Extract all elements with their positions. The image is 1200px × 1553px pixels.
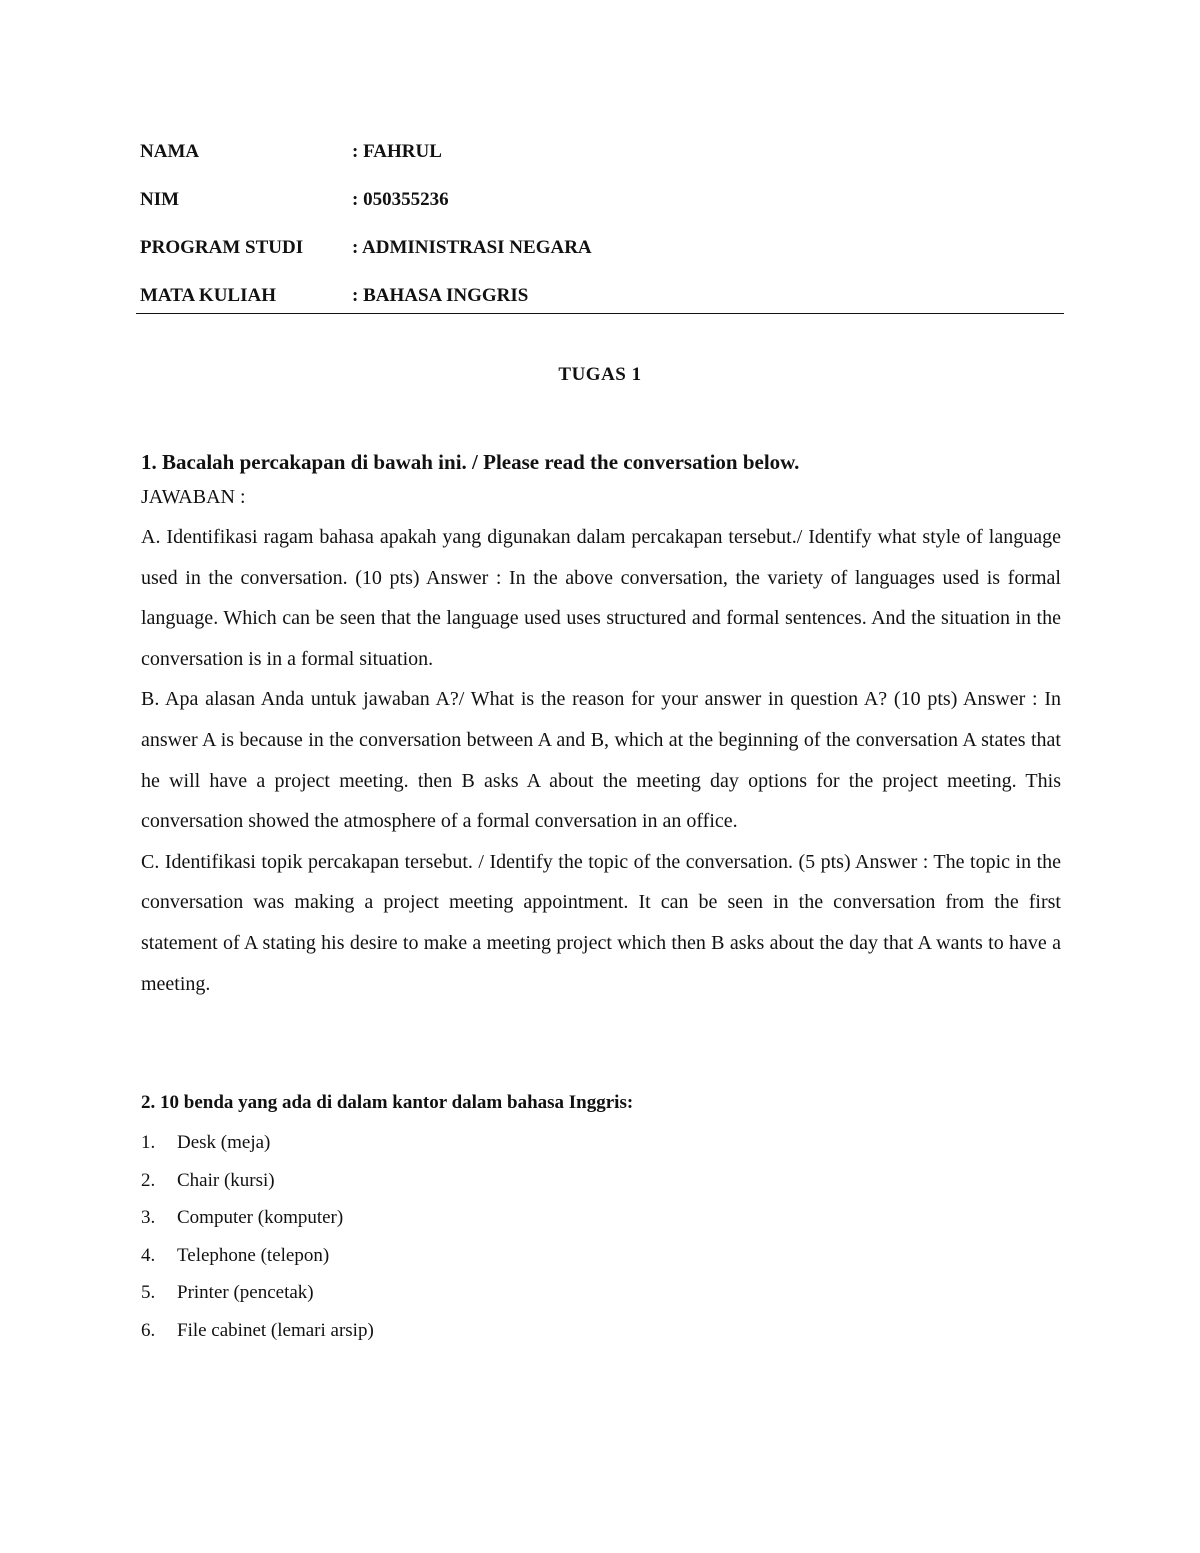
page-title: TUGAS 1 <box>558 364 642 385</box>
info-row-mata-kuliah <box>140 282 1064 330</box>
info-value: : FAHRUL <box>352 141 442 162</box>
question-1-section <box>141 447 1061 1004</box>
list-item <box>141 1276 374 1314</box>
info-label: PROGRAM STUDI <box>140 237 304 258</box>
list-text: Computer (komputer) <box>177 1207 344 1229</box>
info-row-nim <box>140 186 1064 234</box>
info-value: : BAHASA INGGRIS <box>352 285 529 306</box>
list-number: 1. <box>141 1132 156 1153</box>
jawaban-label: JAWABAN : <box>141 486 246 508</box>
list-text: Desk (meja) <box>177 1132 271 1153</box>
info-row-nama <box>140 138 1064 186</box>
info-row-program-studi <box>140 234 1064 282</box>
answer-b: B. Apa alasan Anda untuk jawaban A?/ What is the reason for your answer in question A? (10 pts) Answer : In answer A is because in the conversation between A and B, which at the beginning of the conversation A states that he will have a project meeting. then B asks A about the meeting day options for the project meeting. This conversation showed the atmosphere of a formal conversation in an office. <box>141 688 1061 833</box>
list-text: Printer (pencetak) <box>177 1282 314 1304</box>
office-items-list <box>141 1126 374 1352</box>
list-text: Telephone (telepon) <box>177 1244 330 1266</box>
question-1-heading: 1. Bacalah percakapan di bawah ini. / Please read the conversation below. <box>141 450 800 474</box>
list-number: 5. <box>141 1282 156 1304</box>
list-text: File cabinet (lemari arsip) <box>177 1319 374 1341</box>
list-item <box>141 1314 374 1352</box>
list-text: Chair (kursi) <box>177 1169 275 1191</box>
answer-c: C. Identifikasi topik percakapan tersebut. / Identify the topic of the conversation. (5 pts) Answer : The topic in the conversation was making a project meeting appointment. It can be seen in the conversation from the first statement of A stating his desire to make a meeting project which then B asks about the day that A wants to have a meeting. <box>141 850 1061 995</box>
header-divider <box>136 313 1064 314</box>
info-label: NAMA <box>140 141 200 162</box>
list-number: 4. <box>141 1244 156 1266</box>
list-number: 3. <box>141 1207 156 1229</box>
info-label: NIM <box>140 189 180 210</box>
question-2-heading: 2. 10 benda yang ada di dalam kantor dalam bahasa Inggris: <box>141 1092 634 1113</box>
list-item <box>141 1239 374 1277</box>
list-item <box>141 1126 374 1164</box>
info-value: : 050355236 <box>352 189 449 210</box>
student-info-header <box>140 138 1064 330</box>
list-item <box>141 1201 374 1239</box>
list-item <box>141 1164 374 1202</box>
answer-a: A. Identifikasi ragam bahasa apakah yang digunakan dalam percakapan tersebut./ Identify what style of language used in the conversation. (10 pts) Answer : In the above conversation, the variety of languages used is formal language. Which can be seen that the language used uses structured and formal sentences. And the situation in the conversation is in a formal situation. <box>141 526 1061 670</box>
list-number: 2. <box>141 1169 156 1191</box>
info-value: : ADMINISTRASI NEGARA <box>352 237 592 258</box>
list-number: 6. <box>141 1319 156 1341</box>
info-label: MATA KULIAH <box>140 285 276 306</box>
